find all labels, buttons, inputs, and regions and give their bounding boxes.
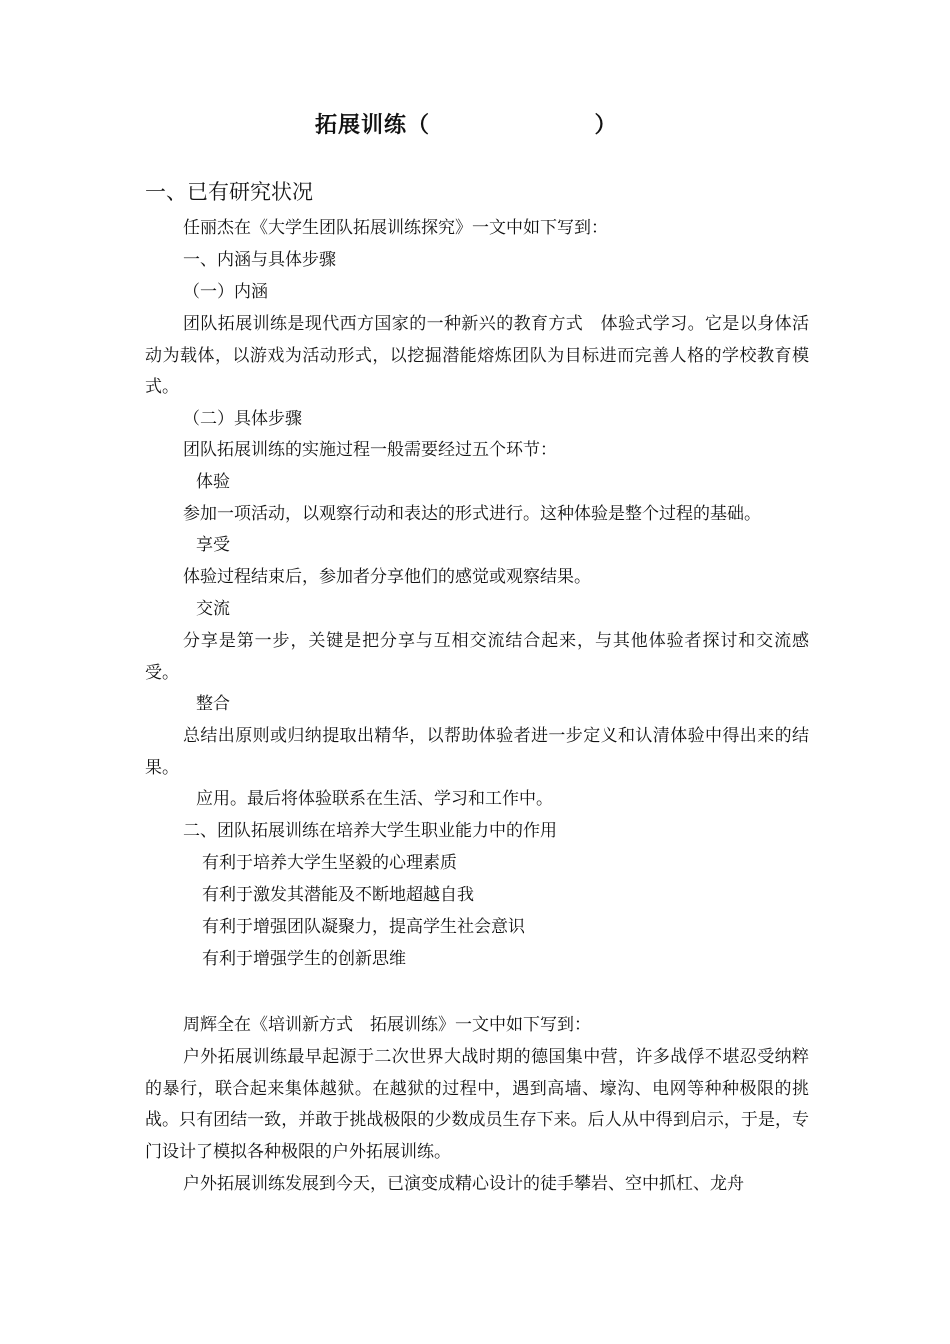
step-text-apply: 应用。最后将体验联系在生活、学习和工作中。 (196, 789, 553, 809)
benefit-item: 有利于增强团队凝聚力，提高学生社会意识 (202, 917, 525, 937)
benefit-item: 有利于培养大学生坚毅的心理素质 (202, 853, 457, 873)
paragraph-outdoor-origin: 户外拓展训练最早起源于二次世界大战时期的德国集中营，许多战俘不堪忍受纳粹的暴行，联合起来集体越狱。在越狱的过程中，遇到高墙、壕沟、电网等种种极限的挑战。只有团结一致，并敢于挑战极限的少数成员生存下来。后人从中得到启示，于是，专门设计了模拟各种极限的户外拓展训练。 (145, 1047, 809, 1162)
paragraph-connotation: 团队拓展训练是现代西方国家的一种新兴的教育方式 体验式学习。它是以身体活动为载体，以游戏为活动形式，以挖掘潜能熔炼团队为目标进而完善人格的学校教育模式。 (145, 314, 809, 397)
paragraph-outdoor-development: 户外拓展训练发展到今天，已演变成精心设计的徒手攀岩、空中抓杠、龙舟 (183, 1174, 744, 1194)
subheading-specific-steps: （二）具体步骤 (183, 409, 302, 429)
steps-intro: 团队拓展训练的实施过程一般需要经过五个环节： (183, 440, 557, 460)
document-title: 拓展训练（ ） (315, 113, 618, 138)
subheading-connotation-steps: 一、内涵与具体步骤 (183, 250, 336, 270)
step-label-share: 享受 (196, 535, 230, 555)
step-text-integrate: 总结出原则或归纳提取出精华，以帮助体验者进一步定义和认清体验中得出来的结果。 (145, 726, 809, 778)
subheading-connotation: （一）内涵 (183, 282, 268, 302)
step-label-integrate: 整合 (196, 694, 230, 714)
intro-zhouhuiquan: 周辉全在《培训新方式 拓展训练》一文中如下写到： (183, 1015, 591, 1035)
step-text-share: 体验过程结束后，参加者分享他们的感觉或观察结果。 (183, 567, 591, 587)
step-label-experience: 体验 (196, 472, 230, 492)
benefit-item: 有利于增强学生的创新思维 (202, 949, 406, 969)
step-text-communicate: 分享是第一步，关键是把分享与互相交流结合起来，与其他体验者探讨和交流感受。 (145, 631, 809, 683)
intro-renlijie: 任丽杰在《大学生团队拓展训练探究》一文中如下写到： (183, 218, 608, 238)
benefit-item: 有利于激发其潜能及不断地超越自我 (202, 885, 474, 905)
section-heading-research-status: 一、已有研究状况 (145, 180, 313, 204)
subheading-role: 二、团队拓展训练在培养大学生职业能力中的作用 (183, 821, 557, 841)
step-label-communicate: 交流 (196, 599, 230, 619)
step-text-experience: 参加一项活动，以观察行动和表达的形式进行。这种体验是整个过程的基础。 (183, 504, 761, 524)
